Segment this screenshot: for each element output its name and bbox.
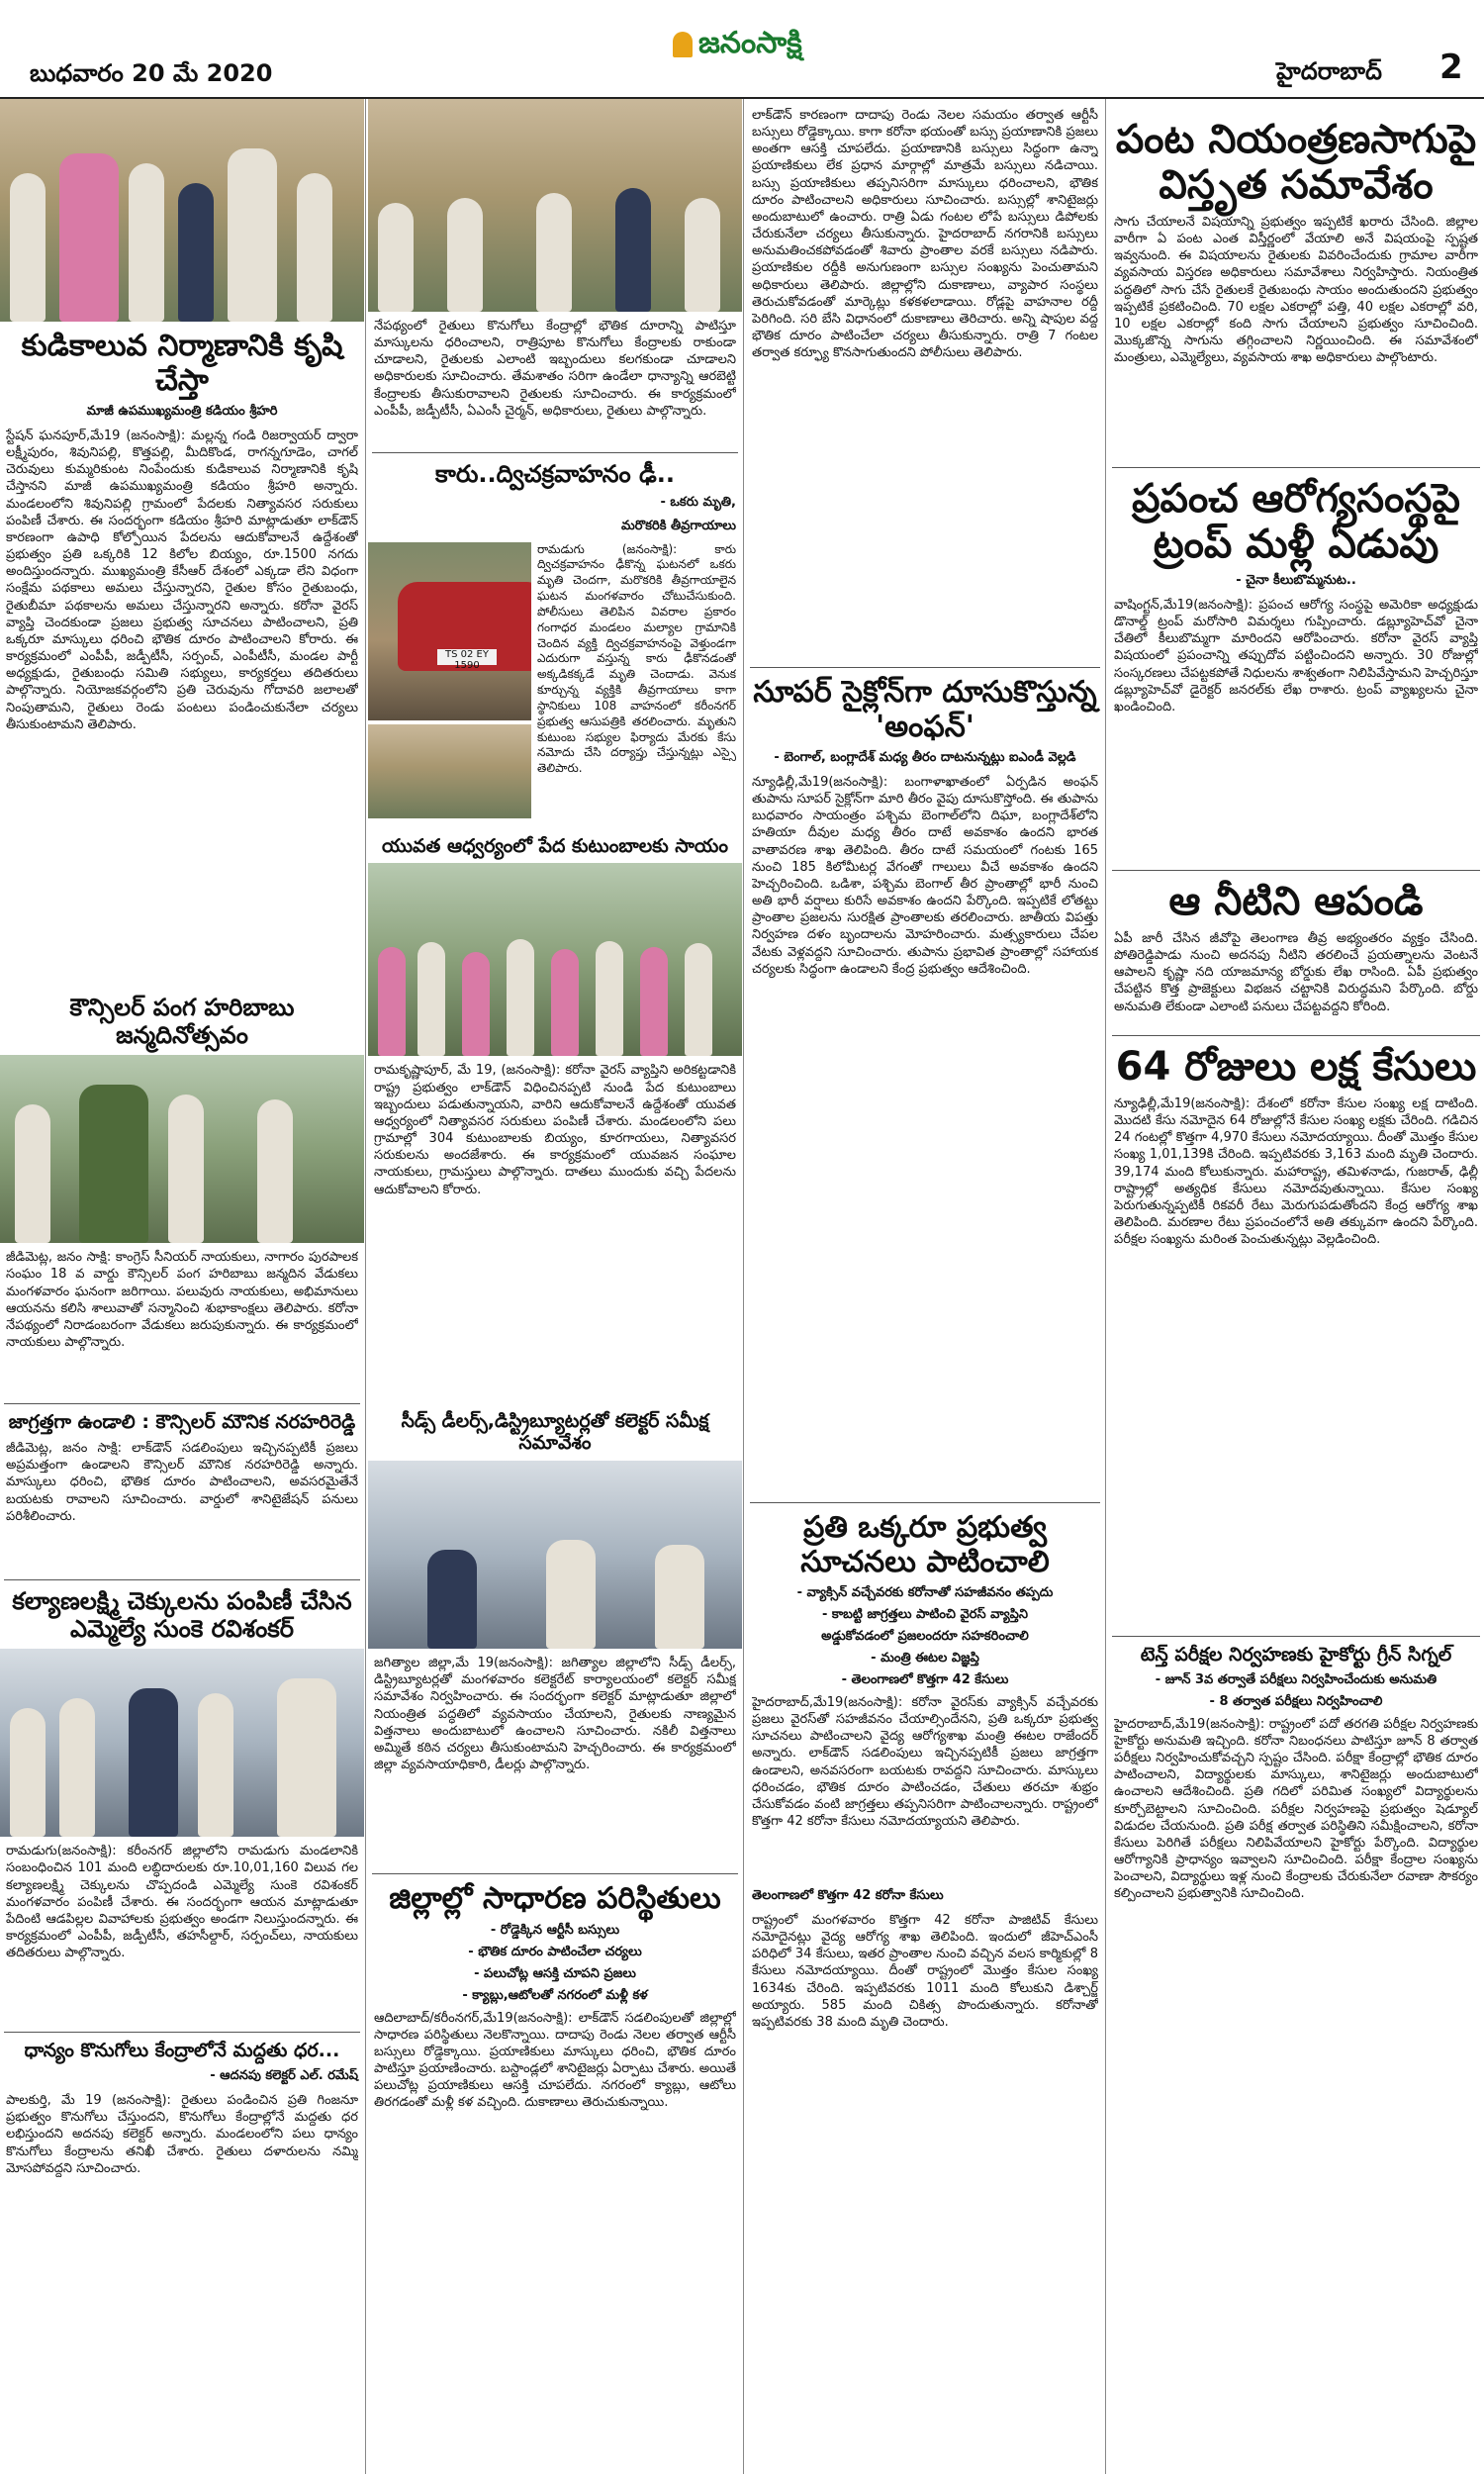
article-body: ఏపీ జారీ చేసిన జీవోపై తెలంగాణ తీవ్ర అభ్యంతరం వ్యక్తం చేసింది. పోతిరెడ్డిపాడు నుంచి అదనపు నీటిని తరలించే ప్రయత్నాలను వెంటనే ఆపాలని కృష్ణా నది యాజమాన్య బోర్డుకు లేఖ రాసింది. ఏపీ ప్రభుత్వం చేపట్టిన కొత్త ప్రాజెక్టులు విభజన చట్టానికి విరుద్ధమని పేర్కొంది. బోర్డు అనుమతి లేకుండా ఎలాంటి పనులు చేపట్టవద్దని కోరింది. [1114, 931, 1478, 1014]
article-body: హైదరాబాద్,మే19(జనంసాక్షి): కరోనా వైరస్‌కు వ్యాక్సిన్ వచ్చేవరకు ప్రజలు వైరస్‌తో సహజీవనం చేయాల్సిందేనని, ప్రతి ఒక్కరూ ప్రభుత్వ సూచనలు పాటించాలని వైద్య ఆరోగ్యశాఖ మంత్రి ఈటల రాజేందర్ అన్నారు. లాక్‌డౌన్ సడలింపులు ఇచ్చినప్పటికీ ప్రజలు జాగ్రత్తగా ఉండాలని, అనవసరంగా బయటకు రావద్దని సూచించారు. మాస్కులు ధరించడం, భౌతిక దూరం పాటించడం, చేతులు తరచూ శుభ్రం చేసుకోవడం వంటి జాగ్రత్తలు తప్పనిసరిగా పాటించాలన్నారు. రాష్ట్రంలో కొత్తగా 42 కరోనా కేసులు నమోదయ్యాయని తెలిపారు. [752, 1695, 1098, 1830]
article-subheadline: - ఆదనపు కలెక్టర్ ఎల్. రమేష్ [210, 2068, 358, 2084]
article-bullet: - క్యాబ్లు,ఆటోలతో నగరంలో మళ్లీ కళ [462, 1987, 648, 2003]
article-subheadline: - బెంగాల్, బంగ్లాదేశ్ మధ్య తీరం దాటనున్నట్లు ఐఎండీ వెల్లడి [774, 750, 1076, 765]
article-headline: టెన్త్ పరీక్షల నిర్వహణకు హైకోర్టు గ్రీన్ సిగ్నల్ [1140, 1644, 1452, 1666]
article-headline: సూపర్ సైక్లోన్‌గా దూసుకొస్తున్న 'అంఫన్' [753, 675, 1097, 744]
article-subheadline: మరొకరికి తీవ్రగాయాలు [620, 518, 736, 533]
leaf-icon [673, 32, 693, 57]
column-divider [1105, 99, 1106, 2474]
article-body: జగిత్యాల జిల్లా,మే 19(జనంసాక్షి): జగిత్యాల జిల్లాలోని సీడ్స్ డీలర్స్, డిస్ట్రిబ్యూటర్లతో మంగళవారం కలెక్టరేట్ కార్యాలయంలో కలెక్టర్ సమీక్ష సమావేశం నిర్వహించారు. ఈ సందర్భంగా కలెక్టర్ మాట్లాడుతూ జిల్లాలో నియంత్రిత పద్ధతిలో వ్యవసాయం చేయాలని, రైతులకు నాణ్యమైన విత్తనాలు అందుబాటులో ఉంచాలని సూచించారు. నకిలీ విత్తనాలు అమ్మితే కఠిన చర్యలు తీసుకుంటామని హెచ్చరించారు. ఈ కార్యక్రమంలో జిల్లా వ్యవసాయాధికారి, డీలర్లు పాల్గొన్నారు. [374, 1656, 736, 1773]
issue-date: బుధవారం 20 మే 2020 [30, 59, 273, 87]
article-body: జీడిమెట్ల, జనం సాక్షి: కాంగ్రెస్ సీనియర్ నాయకులు, నాగారం పురపాలక సంఘం 18 వ వార్డు కౌన్సిలర్ పంగ హరిబాబు జన్మదిన వేడుకలు మంగళవారం ఘనంగా జరిగాయి. పలువురు నాయకులు, అభిమానులు ఆయనను కలిసి శాలువాతో సన్మానించి శుభాకాంక్షలు తెలిపారు. కరోనా నేపథ్యంలో నిరాడంబరంగా వేడుకలు జరుపుకున్నారు. ఈ కార్యక్రమంలో నాయకులు పాల్గొన్నారు. [6, 1250, 358, 1350]
article-bullet: - తెలంగాణలో కొత్తగా 42 కేసులు [841, 1672, 1009, 1687]
article-headline: కౌన్సిలర్ పంగ హరిబాబు జన్మదినోత్సవం [69, 994, 295, 1049]
article-headline: జిల్లాల్లో సాధారణ పరిస్థితులు [389, 1881, 721, 1917]
article-body: రామడుగు (జనంసాక్షి): కారు ద్విచక్రవాహనం ఢీకొన్న ఘటనలో ఒకరు మృతి చెందగా, మరొకరికి తీవ్రగాయాలైన ఘటన మంగళవారం చోటుచేసుకుంది. పోలీసులు తెలిపిన వివరాల ప్రకారం గంగాధర మండలం మల్యాల గ్రామానికి చెందిన వ్యక్తి ద్విచక్రవాహనంపై వెళ్తుండగా ఎదురుగా వస్తున్న కారు ఢీకొనడంతో అక్కడికక్కడే మృతి చెందాడు. వెనుక కూర్చున్న వ్యక్తికి తీవ్రగాయాలు కాగా స్థానికులు 108 వాహనంలో కరీంనగర్ ప్రభుత్వ ఆసుపత్రికి తరలించారు. మృతుని కుటుంబ సభ్యుల ఫిర్యాదు మేరకు కేసు నమోదు చేసి దర్యాప్తు చేస్తున్నట్లు ఎస్సై తెలిపారు. [537, 541, 736, 776]
column-2 [368, 99, 742, 2273]
article-bullet: - రోడ్డెక్కిన ఆర్టీసీ బస్సులు [490, 1922, 620, 1938]
article-body: జీడిమెట్ల, జనం సాక్షి: లాక్‌డౌన్ సడలింపులు ఇచ్చినప్పటికీ ప్రజలు అప్రమత్తంగా ఉండాలని కౌన్సిలర్ మౌనిక నరహరిరెడ్డి అన్నారు. మాస్కులు ధరించి, భౌతిక దూరం పాటించాలని, అవసరమైతేనే బయటకు రావాలని సూచించారు. వార్డులో శానిటైజేషన్ పనులు పరిశీలించారు. [6, 1441, 358, 1524]
article-body: రాష్ట్రంలో మంగళవారం కొత్తగా 42 కరోనా పాజిటివ్ కేసులు నమోదైనట్లు వైద్య ఆరోగ్య శాఖ తెలిపింది. ఇందులో జీహెచ్‌ఎంసీ పరిధిలో 34 కేసులు, ఇతర ప్రాంతాల నుంచి వచ్చిన వలస కార్మికుల్లో 8 కేసులు నమోదయ్యాయి. దీంతో రాష్ట్రంలో మొత్తం కేసుల సంఖ్య 1634కు చేరింది. ఇప్పటివరకు 1011 మంది కోలుకుని డిశ్చార్జ్ అయ్యారు. 585 మంది చికిత్స పొందుతున్నారు. కరోనాతో ఇప్పటివరకు 38 మంది మృతి చెందారు. [752, 1913, 1098, 2030]
article-body: న్యూఢిల్లీ,మే19(జనంసాక్షి): బంగాళాఖాతంలో ఏర్పడిన అంఫన్ తుపాను సూపర్ సైక్లోన్‌గా మారి తీరం వైపు దూసుకొస్తోంది. ఈ తుపాను బుధవారం సాయంత్రం పశ్చిమ బెంగాల్‌లోని దిఘా, బంగ్లాదేశ్‌లోని హతియా దీవుల మధ్య తీరం దాటే అవకాశం ఉందని భారత వాతావరణ శాఖ తెలిపింది. తీరం దాటే సమయంలో గంటకు 165 నుంచి 185 కిలోమీటర్ల వేగంతో గాలులు వీచే అవకాశం ఉందని హెచ్చరించింది. ఒడిశా, పశ్చిమ బెంగాల్ తీర ప్రాంతాల్లో భారీ నుంచి అతి భారీ వర్షాలు కురిసే అవకాశం ఉందని పేర్కొంది. ఇప్పటికే లోతట్టు ప్రాంతాల ప్రజలను సురక్షిత ప్రాంతాలకు తరలించారు. జాతీయ విపత్తు నిర్వహణ దళం బృందాలను మోహరించారు. మత్స్యకారులు చేపల వేటకు వెళ్లవద్దని సూచించారు. తుపాను ప్రభావిత ప్రాంతాల్లో సహాయక చర్యలకు సిద్ధంగా ఉండాలని కేంద్ర ప్రభుత్వం ఆదేశించింది. [752, 775, 1098, 977]
column-divider [743, 99, 744, 2474]
news-photo [368, 863, 742, 1056]
article-body: ఆదిలాబాద్/కరీంనగర్,మే19(జనంసాక్షి): లాక్‌డౌన్ సడలింపులతో జిల్లాల్లో సాధారణ పరిస్థితులు నెలకొన్నాయి. దాదాపు రెండు నెలల తర్వాత ఆర్టీసీ బస్సులు రోడ్డెక్కాయి. ప్రయాణికులు మాస్కులు ధరించి, భౌతిక దూరం పాటిస్తూ ప్రయాణించారు. బస్టాండ్లలో శానిటైజర్లు ఏర్పాటు చేశారు. అయితే పలుచోట్ల ప్రయాణికులు ఆసక్తి చూపలేదు. నగరంలో క్యాబ్లు, ఆటోలు తిరగడంతో మళ్లీ కళ వచ్చింది. దుకాణాలు తెరుచుకున్నాయి. [374, 2010, 736, 2111]
article-bullet: - భౌతిక దూరం పాటించేలా చర్యలు [468, 1944, 642, 1959]
news-photo [368, 99, 742, 312]
article-headline: ప్రపంచ ఆరోగ్యసంస్థపై ట్రంప్ మళ్లీ ఏడుపు [1132, 476, 1460, 567]
article-bullet: - 8 తర్వాత పరీక్షలు నిర్వహించాలి [1209, 1693, 1383, 1709]
article-headline: యువత ఆధ్వర్యంలో పేద కుటుంబాలకు సాయం [382, 834, 728, 857]
article-body: లాక్‌డౌన్ కారణంగా దాదాపు రెండు నెలల సమయం తర్వాత ఆర్టీసీ బస్సులు రోడ్డెక్కాయి. కాగా కరోనా భయంతో బస్సు ప్రయాణానికి ప్రజలు అంతగా ఆసక్తి చూపలేదు. ప్రయాణానికి బస్సులు సిద్ధంగా ఉన్నా ప్రయాణికులు లేక ప్రధాన మార్గాల్లో మాత్రమే బస్సులు నడిచాయి. బస్సు ప్రయాణికులు తప్పనిసరిగా మాస్కులు ధరించాలని, భౌతిక దూరం పాటించాలని అధికారులు సూచించారు. బస్సుల్లో శానిటైజర్లు అందుబాటులో ఉంచారు. రాత్రి ఏడు గంటల లోపే బస్సులు డిపోలకు చేరుకునేలా చర్యలు తీసుకున్నారు. హైదరాబాద్ నగరానికి బస్సులు అనుమతించకపోవడంతో శివారు ప్రాంతాల వరకే బస్సులు నడిపారు. ప్రయాణికుల రద్దీకి అనుగుణంగా బస్సుల సంఖ్యను పెంచుతామని అధికారులు తెలిపారు. జిల్లాల్లోని దుకాణాలు, వ్యాపార సంస్థలు తెరుచుకోవడంతో మార్కెట్లు కళకళలాడాయి. రోడ్లపై వాహనాల రద్దీ పెరిగింది. సరి బేసి విధానంలో దుకాణాలు తెరిచారు. అన్ని షాపుల వద్ద భౌతిక దూరం పాటించేలా చర్యలు తీసుకున్నారు. రాత్రి 7 గంటల తర్వాత కర్ఫ్యూ కొనసాగుతుందని పోలీసులు తెలిపారు. [752, 108, 1098, 361]
article-body: నేపథ్యంలో రైతులు కొనుగోలు కేంద్రాల్లో భౌతిక దూరాన్ని పాటిస్తూ మాస్కులను ధరించాలని, రాత్రిపూట కొనుగోలు కేంద్రాలకు రాకుండా చూడాలని, రైతులకు ఎలాంటి ఇబ్బందులు కలగకుండా చూడాలని అధికారులకు సూచించారు. తేమశాతం సరిగా ఉండేలా ధాన్యాన్ని ఆరబెట్టి కేంద్రాలకు తీసుకురావాలని రైతులకు సూచించారు. ఈ కార్యక్రమంలో ఎంపీపీ, జడ్పీటీసీ, ఏఎంసీ చైర్మన్, అధికారులు, రైతులు పాల్గొన్నారు. [374, 319, 736, 419]
article-body: పాలకుర్తి, మే 19 (జనంసాక్షి): రైతులు పండించిన ప్రతి గింజనూ ప్రభుత్వం కొనుగోలు చేస్తుందని, కొనుగోలు కేంద్రాల్లోనే మద్దతు ధర లభిస్తుందని అదనపు కలెక్టర్ అన్నారు. మండలంలోని పలు ధాన్యం కొనుగోలు కేంద్రాలను తనిఖీ చేశారు. రైతులు దళారులను నమ్మి మోసపోవద్దని సూచించారు. [6, 2093, 358, 2176]
article-headline: సీడ్స్ డీలర్స్,డిస్ట్రిబ్యూటర్లతో కలెక్టర్ సమీక్ష సమావేశం [401, 1410, 709, 1455]
article-subheadline: - ఒకరు మృతి, [660, 494, 736, 510]
article-bullet: - కాబట్టి జాగ్రత్తలు పాటించి వైరస్ వ్యాప్తిని [821, 1607, 1029, 1622]
page-header [0, 0, 1484, 99]
news-photo [368, 1461, 742, 1649]
column-1 [0, 99, 364, 2207]
article-headline: పంట నియంత్రణసాగుపై విస్తృత సమావేశం [1115, 117, 1477, 208]
news-photo [0, 1649, 364, 1837]
page-number: 2 [1439, 48, 1463, 87]
masthead-name: జనంసాక్షి [698, 26, 802, 60]
article-body: స్టేషన్ ఘనపూర్,మే19 (జనంసాక్షి): మల్లన్న గండి రిజర్వాయర్ ద్వారా లక్ష్మీపురం, శివునిపల్లి, కొత్తపల్లి, మీదికొండ, రాగన్నగూడెం, చాగల్ చెరువులు కుమ్మరికుంట నింపేందుకు కుడికాలువ నిర్మాణానికి కృషి చేస్తానని మాజీ ఉపముఖ్యమంత్రి కడియం శ్రీహరి అన్నారు. మండలంలోని శివునిపల్లి గ్రామంలో పేదలకు నిత్యావసర సరుకులు పంపిణీ చేశారు. ఈ సందర్భంగా కడియం శ్రీహరి మాట్లాడుతూ లాక్‌డౌన్ కారణంగా ఉపాధి కోల్పోయిన పేదలను ఆదుకోవాలనే ఉద్దేశంతో ప్రభుత్వం ప్రతి ఒక్కరికి 12 కిలోల బియ్యం, రూ.1500 నగదు అందిస్తుందన్నారు. ముఖ్యమంత్రి కేసీఆర్ దేశంలో ఎక్కడా లేని విధంగా సంక్షేమ పథకాలు అమలు చేస్తున్నారని, రైతుల కోసం రైతుబంధు, రైతుబీమా పథకాలను అమలు చేస్తున్నారని అన్నారు. కరోనా వైరస్ వ్యాప్తి చెందకుండా ప్రజలు ప్రభుత్వ సూచనలు పాటించాలని, ప్రతి ఒక్కరూ మాస్కులు ధరించి భౌతిక దూరం పాటించాలని కోరారు. ఈ కార్యక్రమంలో ఎంపీపీ, జడ్పీటీసీ, సర్పంచ్, ఎంపీటీసీ, మండల పార్టీ అధ్యక్షుడు, రైతుబంధు సమితి సభ్యులు, కార్యకర్తలు తదితరులు పాల్గొన్నారు. నియోజకవర్గంలోని ప్రతి చెరువును గోదావరి జలాలతో నింపుతామని, రైతులు రెండు పంటలు పండించుకునేలా చర్యలు తీసుకుంటామని తెలిపారు. [6, 428, 358, 732]
article-subhead: తెలంగాణలో కొత్తగా 42 కరోనా కేసులు [752, 1888, 944, 1903]
news-photo [0, 99, 364, 322]
article-body: న్యూఢిల్లీ,మే19(జనంసాక్షి): దేశంలో కరోనా కేసుల సంఖ్య లక్ష దాటింది. మొదటి కేసు నమోదైన 64 రోజుల్లోనే కేసుల సంఖ్య లక్షకు చేరింది. గడిచిన 24 గంటల్లో కొత్తగా 4,970 కేసులు నమోదయ్యాయి. దీంతో మొత్తం కేసుల సంఖ్య 1,01,139కి చేరింది. ఇప్పటివరకు 3,163 మంది మృతి చెందారు. 39,174 మంది కోలుకున్నారు. మహారాష్ట్ర, తమిళనాడు, గుజరాత్, ఢిల్లీ రాష్ట్రాల్లో అత్యధిక కేసులు నమోదవుతున్నాయి. కేసుల సంఖ్య పెరుగుతున్నప్పటికీ రికవరీ రేటు మెరుగుపడుతోందని కేంద్ర ఆరోగ్య శాఖ తెలిపింది. మరణాల రేటు ప్రపంచంలోనే అతి తక్కువగా ఉందని పేర్కొంది. పరీక్షల సంఖ్యను మరింత పెంచుతున్నట్లు వెల్లడించింది. [1114, 1096, 1478, 1248]
article-bullet: - మంత్రి ఈటల విజ్ఞప్తి [871, 1651, 979, 1666]
article-body: వాషింగ్టన్,మే19(జనంసాక్షి): ప్రపంచ ఆరోగ్య సంస్థపై అమెరికా అధ్యక్షుడు డొనాల్డ్ ట్రంప్ మరోసారి విమర్శలు గుప్పించారు. డబ్ల్యూహెచ్‌వో చైనా చేతిలో కీలుబొమ్మగా మారిందని ఆరోపించారు. కరోనా వైరస్ వ్యాప్తి విషయంలో ప్రపంచాన్ని తప్పుదోవ పట్టించిందని అన్నారు. 30 రోజుల్లో సంస్కరణలు చేపట్టకపోతే నిధులను శాశ్వతంగా నిలిపివేస్తామని హెచ్చరిస్తూ డబ్ల్యూహెచ్‌వో డైరెక్టర్ జనరల్‌కు లేఖ రాశారు. ట్రంప్ వ్యాఖ్యలను చైనా ఖండించింది. [1114, 598, 1478, 714]
article-headline: ప్రతి ఒక్కరూ ప్రభుత్వ సూచనలు పాటించాలి [800, 1510, 1050, 1579]
article-body: హైదరాబాద్,మే19(జనంసాక్షి): రాష్ట్రంలో పదో తరగతి పరీక్షల నిర్వహణకు హైకోర్టు అనుమతి ఇచ్చింది. కరోనా నిబంధనలు పాటిస్తూ జూన్ 8 తర్వాత పరీక్షలు నిర్వహించుకోవచ్చని స్పష్టం చేసింది. పరీక్షా కేంద్రాల్లో భౌతిక దూరం పాటించాలని, విద్యార్థులకు మాస్కులు, శానిటైజర్లు అందుబాటులో ఉంచాలని ఆదేశించింది. ప్రతి గదిలో పరిమిత సంఖ్యలో విద్యార్థులను కూర్చోబెట్టాలని సూచించింది. పరీక్షల నిర్వహణపై ప్రభుత్వం షెడ్యూల్ విడుదల చేయనుంది. ప్రతి పరీక్ష తర్వాత పరిస్థితిని సమీక్షించాలని, కరోనా కేసులు పెరిగితే పరీక్షలు నిలిపివేయాలని హైకోర్టు పేర్కొంది. విద్యార్థుల ఆరోగ్యానికి ప్రాధాన్యం ఇవ్వాలని సూచించింది. పరీక్షా కేంద్రాల సంఖ్యను పెంచాలని, విద్యార్థులు ఇళ్ల నుంచి కేంద్రాలకు చేరుకునేలా రవాణా సౌకర్యం కల్పించాలని ప్రభుత్వానికి సూచించింది. [1114, 1716, 1478, 1902]
article-row [368, 542, 742, 830]
article-headline: ధాన్యం కొనుగోలు కేంద్రాలోనే మద్దతు ధర... [24, 2040, 340, 2062]
article-headline: జాగ్రత్తగా ఉండాలి : కౌన్సిలర్ మౌనిక నరహరిరెడ్డి [8, 1411, 356, 1434]
edition-city: హైదరాబాద్ [1276, 57, 1382, 85]
article-bullet: - పలుచోట్ల ఆసక్తి చూపని ప్రజలు [474, 1965, 636, 1981]
column-3 [746, 99, 1104, 2165]
accident-photos [368, 542, 531, 830]
article-body: సాగు చేయాలనే విషయాన్ని ప్రభుత్వం ఇప్పటికే ఖరారు చేసింది. జిల్లాల వారీగా ఏ పంట ఎంత విస్తీర్ణంలో వేయాలి అనే విషయంపై స్పష్టత ఇవ్వనుంది. ఈ విషయాలను రైతులకు వివరించేందుకు గ్రామాల వారీగా వ్యవసాయ విస్తరణ అధికారులు సమావేశాలు నిర్వహిస్తారు. నియంత్రిత పద్ధతిలో సాగు చేసే రైతులకే రైతుబంధు సాయం అందుతుందని ప్రభుత్వం ఇప్పటికే ప్రకటించింది. 70 లక్షల ఎకరాల్లో పత్తి, 40 లక్షల ఎకరాల్లో వరి, 10 లక్షల ఎకరాల్లో కంది సాగు చేయాలని ప్రభుత్వం సూచించింది. మొక్కజొన్న సాగును తగ్గించాలని నిర్ణయించింది. ఈ సమావేశంలో మంత్రులు, ఎమ్మెల్యేలు, వ్యవసాయ శాఖ అధికారులు పాల్గొంటారు. [1114, 215, 1478, 366]
news-photo: TS 02 EY 1590 [368, 542, 531, 720]
column-4 [1108, 99, 1484, 2197]
article-subheadline: మాజీ ఉపముఖ్యమంత్రి కడియం శ్రీహరి [86, 404, 278, 419]
article-headline: ఆ నీటిని ఆపండి [1168, 879, 1424, 924]
news-photo [0, 1055, 364, 1243]
article-bullet: - జూన్ 3వ తర్వాతే పరీక్షలు నిర్వహించేందుకు అనుమతి [1155, 1671, 1438, 1687]
article-bullet: అడ్డుకోవడంలో ప్రజలందరూ సహకరించాలి [821, 1629, 1029, 1644]
column-divider [365, 99, 366, 2474]
article-body: రామడుగు(జనంసాక్షి): కరీంనగర్ జిల్లాలోని రామడుగు మండలానికి సంబంధించిన 101 మంది లబ్ధిదారులకు రూ.10,01,160 విలువ గల కల్యాణలక్ష్మి చెక్కులను చొప్పదండి ఎమ్మెల్యే సుంకె రవిశంకర్ మంగళవారం పంపిణీ చేశారు. ఈ సందర్భంగా ఆయన మాట్లాడుతూ పేదింటి ఆడపిల్లల వివాహాలకు ప్రభుత్వం అండగా నిలుస్తుందన్నారు. ఈ కార్యక్రమంలో ఎంపీపీ, జడ్పీటీసీ, తహసీల్దార్, సర్పంచ్‌లు, నాయకులు తదితరులు పాల్గొన్నారు. [6, 1844, 358, 1961]
article-headline: 64 రోజులు లక్ష కేసులు [1115, 1044, 1477, 1090]
article-headline: కుడికాలువ నిర్మాణానికి కృషి చేస్తా [21, 329, 343, 398]
article-subheadline: - చైనా కీలుబొమ్మనుట.. [1236, 573, 1356, 588]
article-headline: కల్యాణలక్ష్మి చెక్కులను పంపిణీ చేసిన ఎమ్మెల్యే సుంకె రవిశంకర్ [12, 1587, 352, 1643]
article-body: రామకృష్ణాపూర్, మే 19, (జనంసాక్షి): కరోనా వైరస్ వ్యాప్తిని అరికట్టడానికి రాష్ట్ర ప్రభుత్వం లాక్‌డౌన్ విధించినప్పటి నుండి పేద కుటుంబాలు ఇబ్బందులు పడుతున్నాయని, వారిని ఆదుకోవాలనే ఉద్దేశంతో యువత ఆధ్వర్యంలో నిత్యావసర సరుకులు పంపిణీ చేశారు. మండలంలోని పలు గ్రామాల్లో 304 కుటుంబాలకు బియ్యం, కూరగాయలు, నిత్యావసర సరుకులను అందజేశారు. ఈ కార్యక్రమంలో యువజన సంఘాల నాయకులు, గ్రామస్తులు పాల్గొన్నారు. దాతలు ముందుకు వచ్చి పేదలను ఆదుకోవాలని కోరారు. [374, 1063, 736, 1197]
masthead-logo [673, 26, 802, 67]
news-photo [368, 724, 531, 818]
article-headline: కారు..ద్విచక్రవాహనం ఢీ.. [435, 460, 675, 488]
article-bullet: - వ్యాక్సిన్ వచ్చేవరకు కరోనాతో సహజీవనం తప్పదు [796, 1585, 1054, 1600]
